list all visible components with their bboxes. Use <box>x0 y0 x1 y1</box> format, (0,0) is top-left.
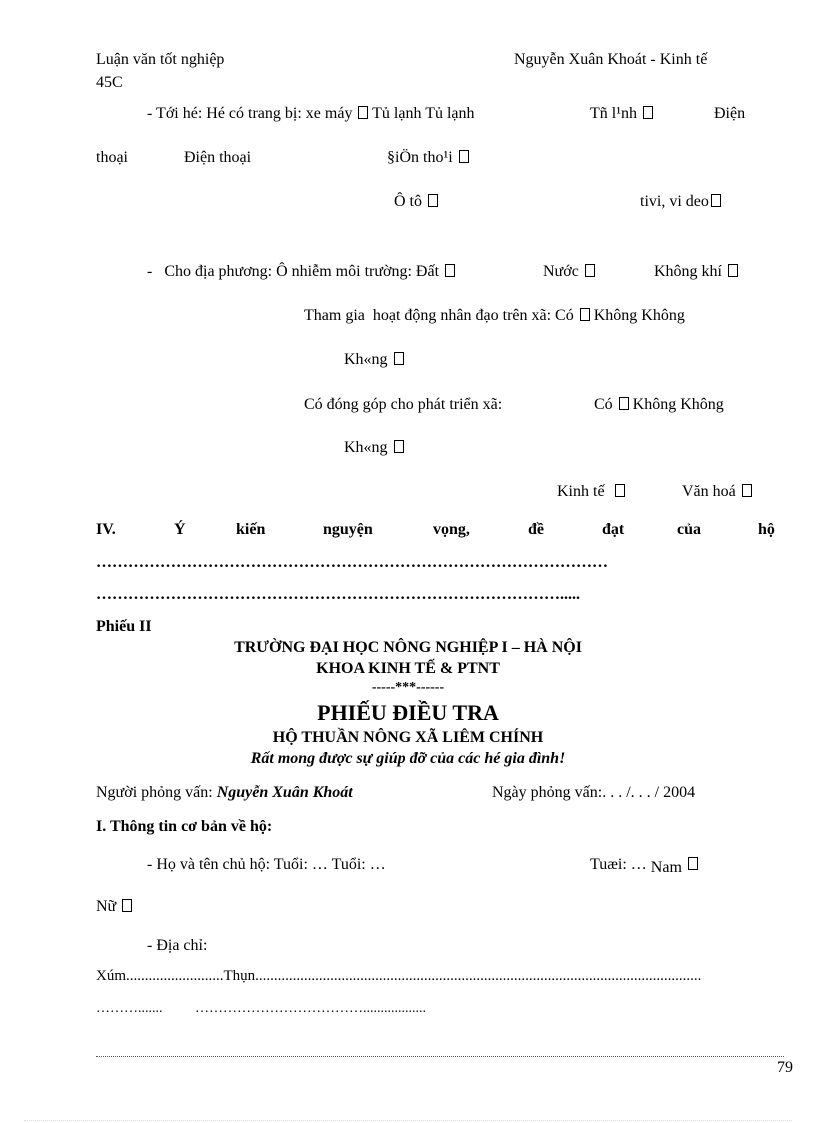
address-dots-b: ……………………………….................. <box>195 1001 426 1016</box>
header-right: Nguyễn Xuân Khoát - Kinh tế <box>514 51 708 68</box>
owner-name-line: - Họ và tên chủ hộ: Tuổi: … Tuổi: … <box>147 856 386 873</box>
locality-dong-gop: Có đóng góp cho phát triển xã: <box>304 396 503 413</box>
address-label: - Địa chỉ: <box>147 937 208 954</box>
sec4-word-3: kiến <box>236 521 266 538</box>
section-1-heading: I. Thông tin cơ bản về hộ: <box>96 818 273 835</box>
interviewer-name: Nguyễn Xuân Khoát <box>216 784 353 801</box>
checkbox-icon[interactable] <box>742 484 752 497</box>
checkbox-icon[interactable] <box>585 264 595 277</box>
checkbox-icon[interactable] <box>428 194 438 207</box>
sec4-word-1: IV. <box>96 521 116 538</box>
checkbox-icon[interactable] <box>580 308 590 321</box>
locality-kinh-te: Kinh tế <box>557 482 625 501</box>
owner-age: Tuæi: … Nam <box>590 855 698 874</box>
page-number: 79 <box>777 1059 793 1076</box>
header-left: Luận văn tốt nghiệp <box>96 51 225 68</box>
sec4-word-9: hộ <box>758 521 775 538</box>
locality-khong-1: Kh«ng <box>344 350 404 369</box>
address-dots-a: ………....... <box>96 1001 163 1016</box>
sec4-dots-2: ……………………………………………………………………………..... <box>96 586 580 603</box>
locality-line: - Cho địa phương: Ô nhiễm môi trường: Đất <box>147 262 455 281</box>
checkbox-icon[interactable] <box>394 352 404 365</box>
assets-oto: Ô tô <box>394 192 438 211</box>
checkbox-icon[interactable] <box>358 106 368 119</box>
checkbox-icon[interactable] <box>643 106 653 119</box>
assets-dien-thoai2: §iÖn tho¹i <box>387 148 469 167</box>
interview-date: Ngày phỏng vấn:. . . /. . . / 2004 <box>492 784 696 801</box>
female-option: Nữ <box>96 897 132 916</box>
locality-tham-gia: Tham gia hoạt động nhân đạo trên xã: Có Không Không <box>304 307 685 324</box>
checkbox-icon[interactable] <box>711 194 721 207</box>
address-xom: Xúm..........................Thụn....................................................................................................................... <box>96 968 702 984</box>
checkbox-icon[interactable] <box>122 899 132 912</box>
footer-rule <box>96 1056 784 1057</box>
header-class: 45C <box>96 74 123 91</box>
assets-dien-thoai: Điện thoại <box>184 149 252 166</box>
stars-divider: -----***------ <box>371 680 445 695</box>
page-bottom-rule <box>24 1120 792 1121</box>
form-title: PHIẾU ĐIỀU TRA <box>317 700 499 725</box>
faculty-name: KHOA KINH TẾ & PTNT <box>316 660 500 677</box>
school-name: TRƯỜNG ĐẠI HỌC NÔNG NGHIỆP I – HÀ NỘI <box>234 639 582 656</box>
sec4-dots-1: …………………………………………………………………………………… <box>96 554 608 571</box>
locality-khong-khi: Không khí <box>654 262 738 281</box>
assets-thoai: thoại <box>96 149 128 166</box>
interviewer-line: Người phỏng vấn: Nguyễn Xuân Khoát <box>96 784 353 801</box>
locality-co: Có Không Không <box>594 396 724 413</box>
form-subtitle: HỘ THUẦN NÔNG XÃ LIÊM CHÍNH <box>272 729 544 746</box>
locality-khong-2: Kh«ng <box>344 438 404 457</box>
assets-line: - Tới hé: Hé có trang bị: xe máy Tủ lạnh Tủ lạnh <box>147 105 475 122</box>
phieu-label: Phiếu II <box>96 618 152 635</box>
checkbox-icon[interactable] <box>728 264 738 277</box>
checkbox-icon[interactable] <box>459 150 469 163</box>
assets-tivi: tivi, vi deo <box>640 192 721 211</box>
sec4-word-5: vọng, <box>433 521 470 538</box>
form-request: Rất mong được sự giúp đỡ của các hé gia đình! <box>250 750 566 767</box>
checkbox-icon[interactable] <box>619 397 629 410</box>
checkbox-icon[interactable] <box>615 484 625 497</box>
checkbox-icon[interactable] <box>445 264 455 277</box>
sec4-word-7: đạt <box>602 521 625 538</box>
assets-tu-lanh2: Tñ l¹nh <box>590 104 653 123</box>
checkbox-icon[interactable] <box>688 857 698 870</box>
sec4-word-6: đề <box>528 521 544 538</box>
locality-nuoc: Nước <box>543 262 595 281</box>
locality-van-hoa: Văn hoá <box>682 482 752 501</box>
assets-dien: Điện <box>714 105 746 122</box>
sec4-word-2: Ý <box>174 521 186 538</box>
checkbox-icon[interactable] <box>394 440 404 453</box>
sec4-word-8: của <box>677 521 701 538</box>
sec4-word-4: nguyện <box>323 521 373 538</box>
